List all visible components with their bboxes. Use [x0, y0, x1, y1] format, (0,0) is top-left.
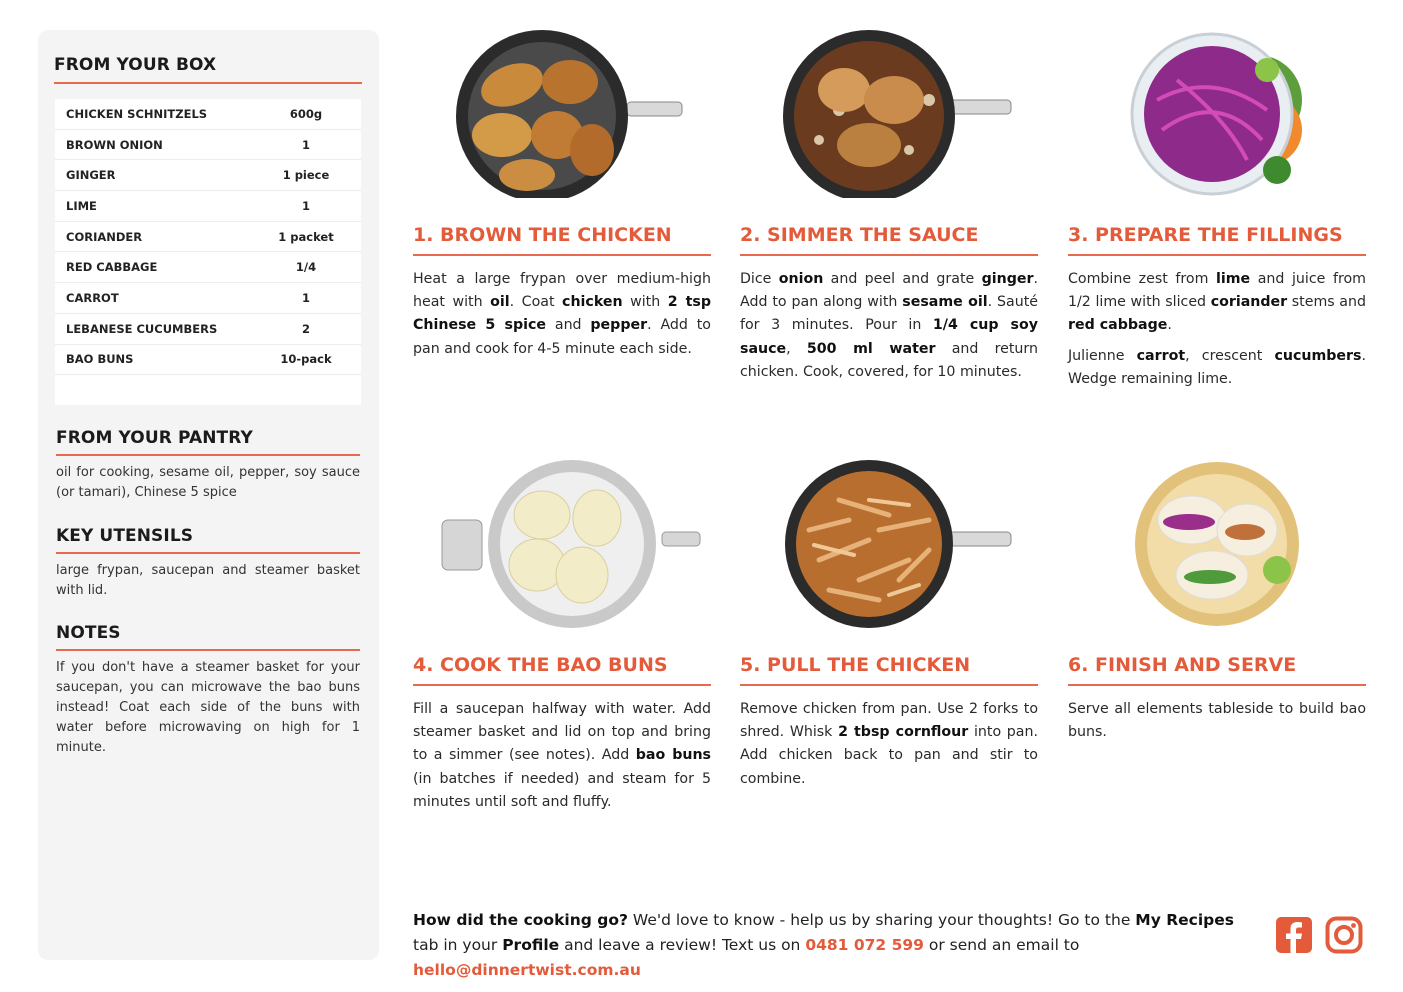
table-row — [55, 160, 361, 191]
step-3-text: Combine zest from lime and juice from 1/2 lime with sliced coriander stems and red cabbage. Julienne carrot, crescent cucumbers. Wedge remaining lime. — [1068, 270, 1366, 388]
notes-text: If you don't have a steamer basket for your saucepan, you can microwave the bao buns instead! Coat each side of the buns with water before microwaving on high for 1 minute. — [56, 659, 360, 755]
from-your-box-title: FROM YOUR BOX — [54, 55, 217, 75]
notes-title: NOTES — [56, 623, 121, 643]
step-3-photo — [1068, 30, 1366, 198]
step-2 — [740, 30, 1038, 392]
table-row — [55, 130, 361, 161]
step-6-text: Serve all elements tableside to build bao buns. — [1068, 700, 1366, 740]
pantry-text: oil for cooking, sesame oil, pepper, soy sauce (or tamari), Chinese 5 spice — [56, 464, 360, 500]
divider — [413, 254, 711, 256]
ingredients-table — [55, 99, 361, 405]
table-row — [55, 99, 361, 130]
step-1 — [413, 30, 711, 368]
step-6-photo — [1068, 460, 1366, 628]
table-row — [55, 345, 361, 376]
divider — [56, 552, 360, 554]
divider — [56, 649, 360, 651]
ingredient-qty: 1 — [301, 290, 310, 305]
ingredient-qty: 2 — [301, 321, 310, 336]
ingredient-name: CHICKEN SCHNITZELS — [66, 106, 208, 121]
table-row — [55, 222, 361, 253]
ingredient-name: LEBANESE CUCUMBERS — [66, 321, 218, 336]
review-prompt: How did the cooking go? We'd love to know - help us by sharing your thoughts! Go to the My Recipes tab in your Profile and leave a review! Text us on 0481 072 599 or send an email to hello@dinnertwist.com.au — [413, 911, 1234, 979]
step-2-photo — [740, 30, 1038, 198]
from-your-pantry-title: FROM YOUR PANTRY — [56, 428, 253, 448]
table-row — [55, 283, 361, 314]
ingredient-qty: 1 packet — [278, 229, 334, 244]
phone-link[interactable]: 0481 072 599 — [805, 936, 924, 954]
ingredient-qty: 1 piece — [282, 168, 330, 183]
step-5-title: 5. PULL THE CHICKEN — [740, 654, 971, 676]
instagram-icon[interactable] — [1325, 916, 1363, 954]
divider — [1068, 684, 1366, 686]
step-5-photo — [740, 460, 1038, 628]
pantry-section — [56, 428, 360, 503]
step-6-title: 6. FINISH AND SERVE — [1068, 654, 1297, 676]
table-row — [55, 191, 361, 222]
step-3 — [1068, 30, 1366, 399]
step-5-text: Remove chicken from pan. Use 2 forks to shred. Whisk 2 tbsp cornflour into pan. Add chicken back to pan and stir to combine. — [740, 700, 1038, 787]
divider — [413, 684, 711, 686]
utensils-section — [56, 526, 360, 601]
ingredient-qty: 600g — [289, 106, 323, 121]
step-4 — [413, 460, 711, 822]
ingredient-qty: 1/4 — [295, 260, 317, 275]
table-row — [55, 314, 361, 345]
ingredient-name: RED CABBAGE — [66, 260, 158, 275]
step-2-title: 2. SIMMER THE SAUCE — [740, 224, 979, 246]
ingredient-name: BAO BUNS — [66, 352, 134, 367]
table-row — [55, 252, 361, 283]
utensils-text: large frypan, saucepan and steamer basket with lid. — [56, 562, 360, 598]
divider — [740, 684, 1038, 686]
ingredients-panel — [38, 30, 379, 960]
notes-section — [56, 623, 360, 758]
ingredient-name: CORIANDER — [66, 229, 143, 244]
step-4-text: Fill a saucepan halfway with water. Add steamer basket and lid on top and bring to a simmer (see notes). Add bao buns (in batches if needed) and steam for 5 minutes until soft and fluffy. — [413, 700, 711, 811]
ingredient-name: GINGER — [66, 168, 116, 183]
step-4-photo — [413, 460, 711, 628]
step-6 — [1068, 460, 1366, 751]
divider — [740, 254, 1038, 256]
divider — [54, 82, 362, 84]
step-1-text: Heat a large frypan over medium-high heat with oil. Coat chicken with 2 tsp Chinese 5 spice and pepper. Add to pan and cook for 4-5 minute each side. — [413, 270, 711, 357]
email-link[interactable]: hello@dinnertwist.com.au — [413, 961, 641, 979]
step-1-title: 1. BROWN THE CHICKEN — [413, 224, 672, 246]
ingredient-qty: 1 — [301, 137, 310, 152]
ingredient-name: LIME — [66, 198, 97, 213]
step-5 — [740, 460, 1038, 798]
step-2-text: Dice onion and peel and grate ginger. Add to pan along with sesame oil. Sauté for 3 minutes. Pour in 1/4 cup soy sauce, 500 ml water and return chicken. Cook, covered, for 10 minutes. — [740, 270, 1038, 381]
key-utensils-title: KEY UTENSILS — [56, 526, 194, 546]
facebook-icon[interactable] — [1275, 916, 1313, 954]
step-1-photo — [413, 30, 711, 198]
ingredient-qty: 10-pack — [280, 352, 332, 367]
step-4-title: 4. COOK THE BAO BUNS — [413, 654, 668, 676]
ingredient-qty: 1 — [301, 198, 310, 213]
step-3-title: 3. PREPARE THE FILLINGS — [1068, 224, 1343, 246]
ingredient-name: CARROT — [66, 290, 119, 305]
ingredient-name: BROWN ONION — [66, 137, 163, 152]
divider — [56, 454, 360, 456]
divider — [1068, 254, 1366, 256]
